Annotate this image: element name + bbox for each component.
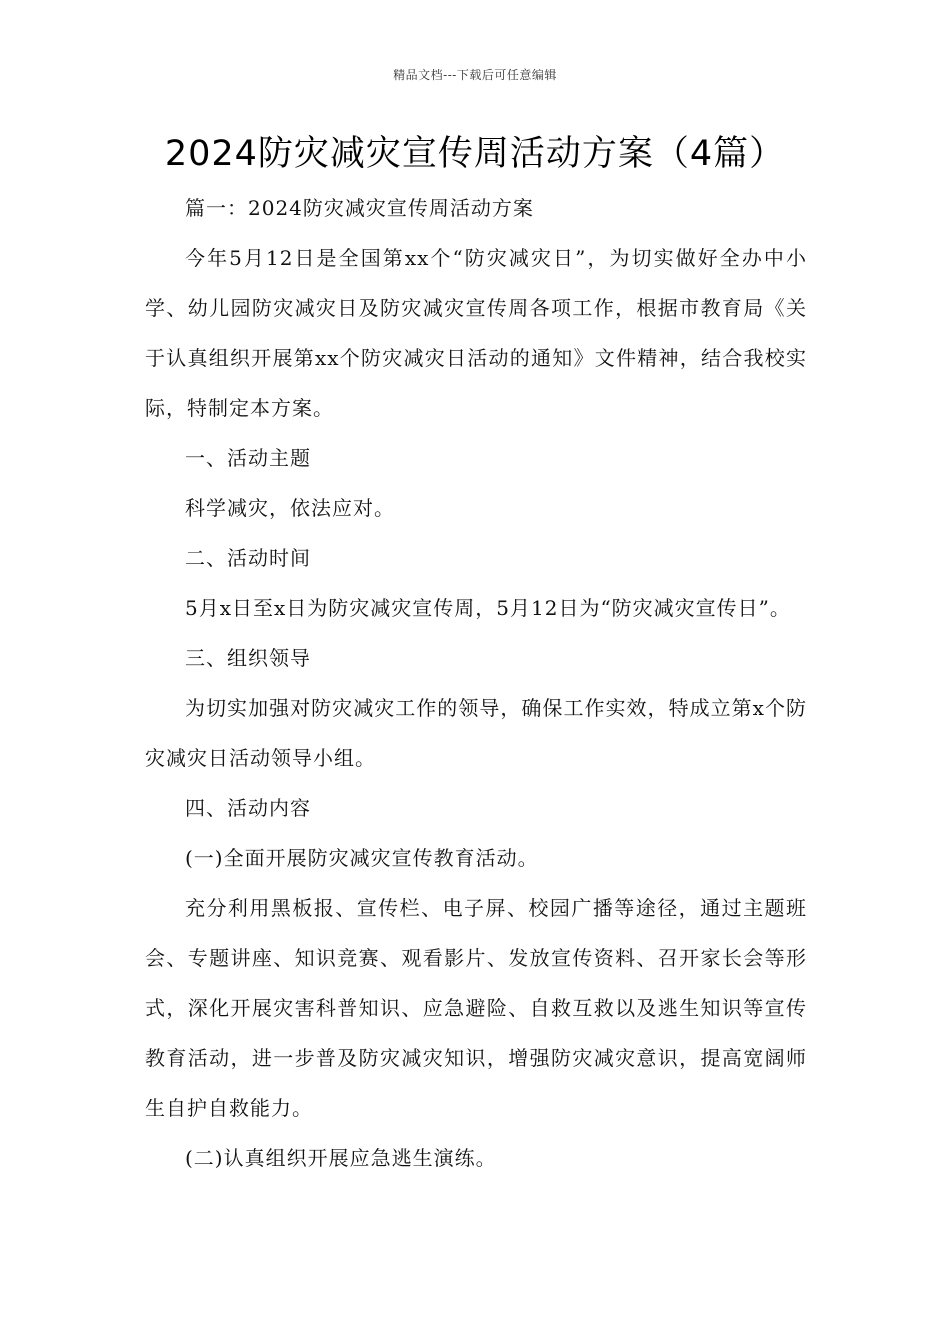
subheading-publicity: (一)全面开展防灾减灾宣传教育活动。 <box>185 846 539 870</box>
document-title: 2024防灾减灾宣传周活动方案（4篇） <box>164 134 786 174</box>
header-note: 精品文档---下载后可任意编辑 <box>393 68 557 82</box>
heading-activity-theme: 一、活动主题 <box>185 446 311 470</box>
document-body <box>145 183 807 1183</box>
organization-paragraph: 为切实加强对防灾减灾工作的领导，确保工作实效，特成立第x个防灾减灾日活动领导小组。 <box>145 696 807 770</box>
heading-activity-content: 四、活动内容 <box>185 796 311 820</box>
subheading-drill: (二)认真组织开展应急逃生演练。 <box>185 1146 497 1170</box>
theme-paragraph: 科学减灾，依法应对。 <box>185 496 395 520</box>
section-subtitle: 篇一：2024防灾减灾宣传周活动方案 <box>185 196 534 220</box>
heading-activity-time: 二、活动时间 <box>185 546 311 570</box>
publicity-paragraph: 充分利用黑板报、宣传栏、电子屏、校园广播等途径，通过主题班会、专题讲座、知识竞赛、观看影片、发放宣传资料、召开家长会等形式，深化开展灾害科普知识、应急避险、自救互救以及逃生知识等宣传教育活动，进一步普及防灾减灾知识，增强防灾减灾意识，提高宽阔师生自护自救能力。 <box>145 896 807 1120</box>
heading-organization: 三、组织领导 <box>185 646 311 670</box>
time-paragraph: 5月x日至x日为防灾减灾宣传周，5月12日为“防灾减灾宣传日”。 <box>185 596 791 620</box>
intro-paragraph: 今年5月12日是全国第xx个“防灾减灾日”，为切实做好全办中小学、幼儿园防灾减灾日及防灾减灾宣传周各项工作，根据市教育局《关于认真组织开展第xx个防灾减灾日活动的通知》文件精神，结合我校实际，特制定本方案。 <box>145 246 807 420</box>
